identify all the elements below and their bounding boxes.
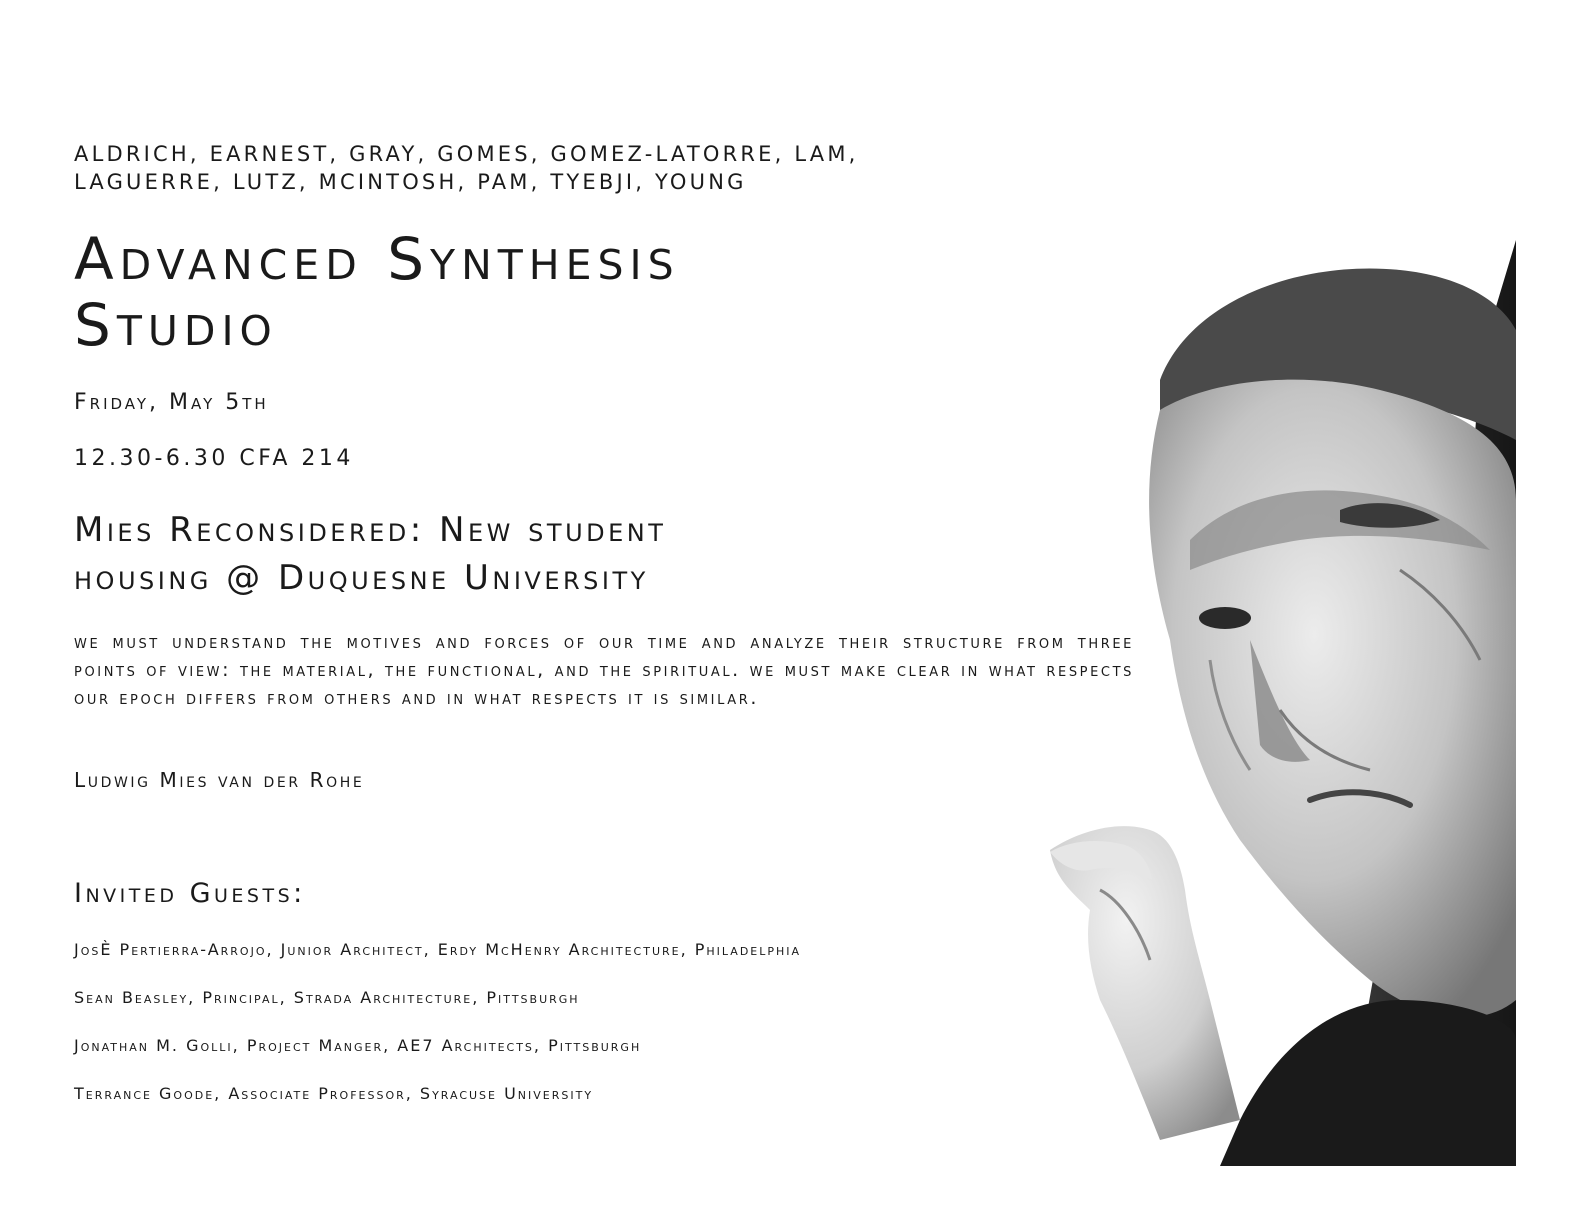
- portrait-photo-icon: [1040, 240, 1516, 1166]
- quote-text: we must understand the motives and forces of our time and analyze their structure from three points of view: the material, the functional, and the spiritual. we must make clear in what respects our epoch differs from others and in what respects it is similar.: [74, 631, 1134, 709]
- page-title: [74, 226, 1034, 358]
- event-time-location: 12.30-6.30 CFA 214: [74, 446, 354, 471]
- studio-members: [74, 140, 1034, 196]
- eye-left: [1199, 607, 1251, 629]
- guest-item: Jonathan M. Golli, Project Manger, AE7 Architects, Pittsburgh: [74, 1036, 642, 1055]
- studio-members-line-2: LAGUERRE, LUTZ, MCINTOSH, PAM, TYEBJI, YOUNG: [74, 170, 747, 194]
- project-subtitle: [74, 506, 974, 602]
- guest-item: JosÈ Pertierra-Arrojo, Junior Architect, Erdy McHenry Architecture, Philadelphia: [74, 940, 802, 959]
- coat-shape: [1220, 1000, 1516, 1166]
- guest-item: Terrance Goode, Associate Professor, Syracuse University: [74, 1084, 594, 1103]
- guest-item: Sean Beasley, Principal, Strada Architecture, Pittsburgh: [74, 988, 580, 1007]
- invited-guests-heading: Invited Guests:: [74, 878, 306, 909]
- subtitle-line-2: housing @ Duquesne University: [74, 558, 649, 598]
- subtitle-line-1: Mies Reconsidered: New student: [74, 510, 667, 550]
- title-line-1: Advanced Synthesis: [74, 225, 680, 293]
- quote-author: Ludwig Mies van der Rohe: [74, 768, 365, 792]
- event-date: Friday, May 5th: [74, 390, 269, 415]
- studio-members-line-1: ALDRICH, EARNEST, GRAY, GOMES, GOMEZ-LATORRE, LAM,: [74, 142, 859, 166]
- face-shape: [1149, 380, 1516, 1018]
- title-line-2: Studio: [74, 291, 278, 359]
